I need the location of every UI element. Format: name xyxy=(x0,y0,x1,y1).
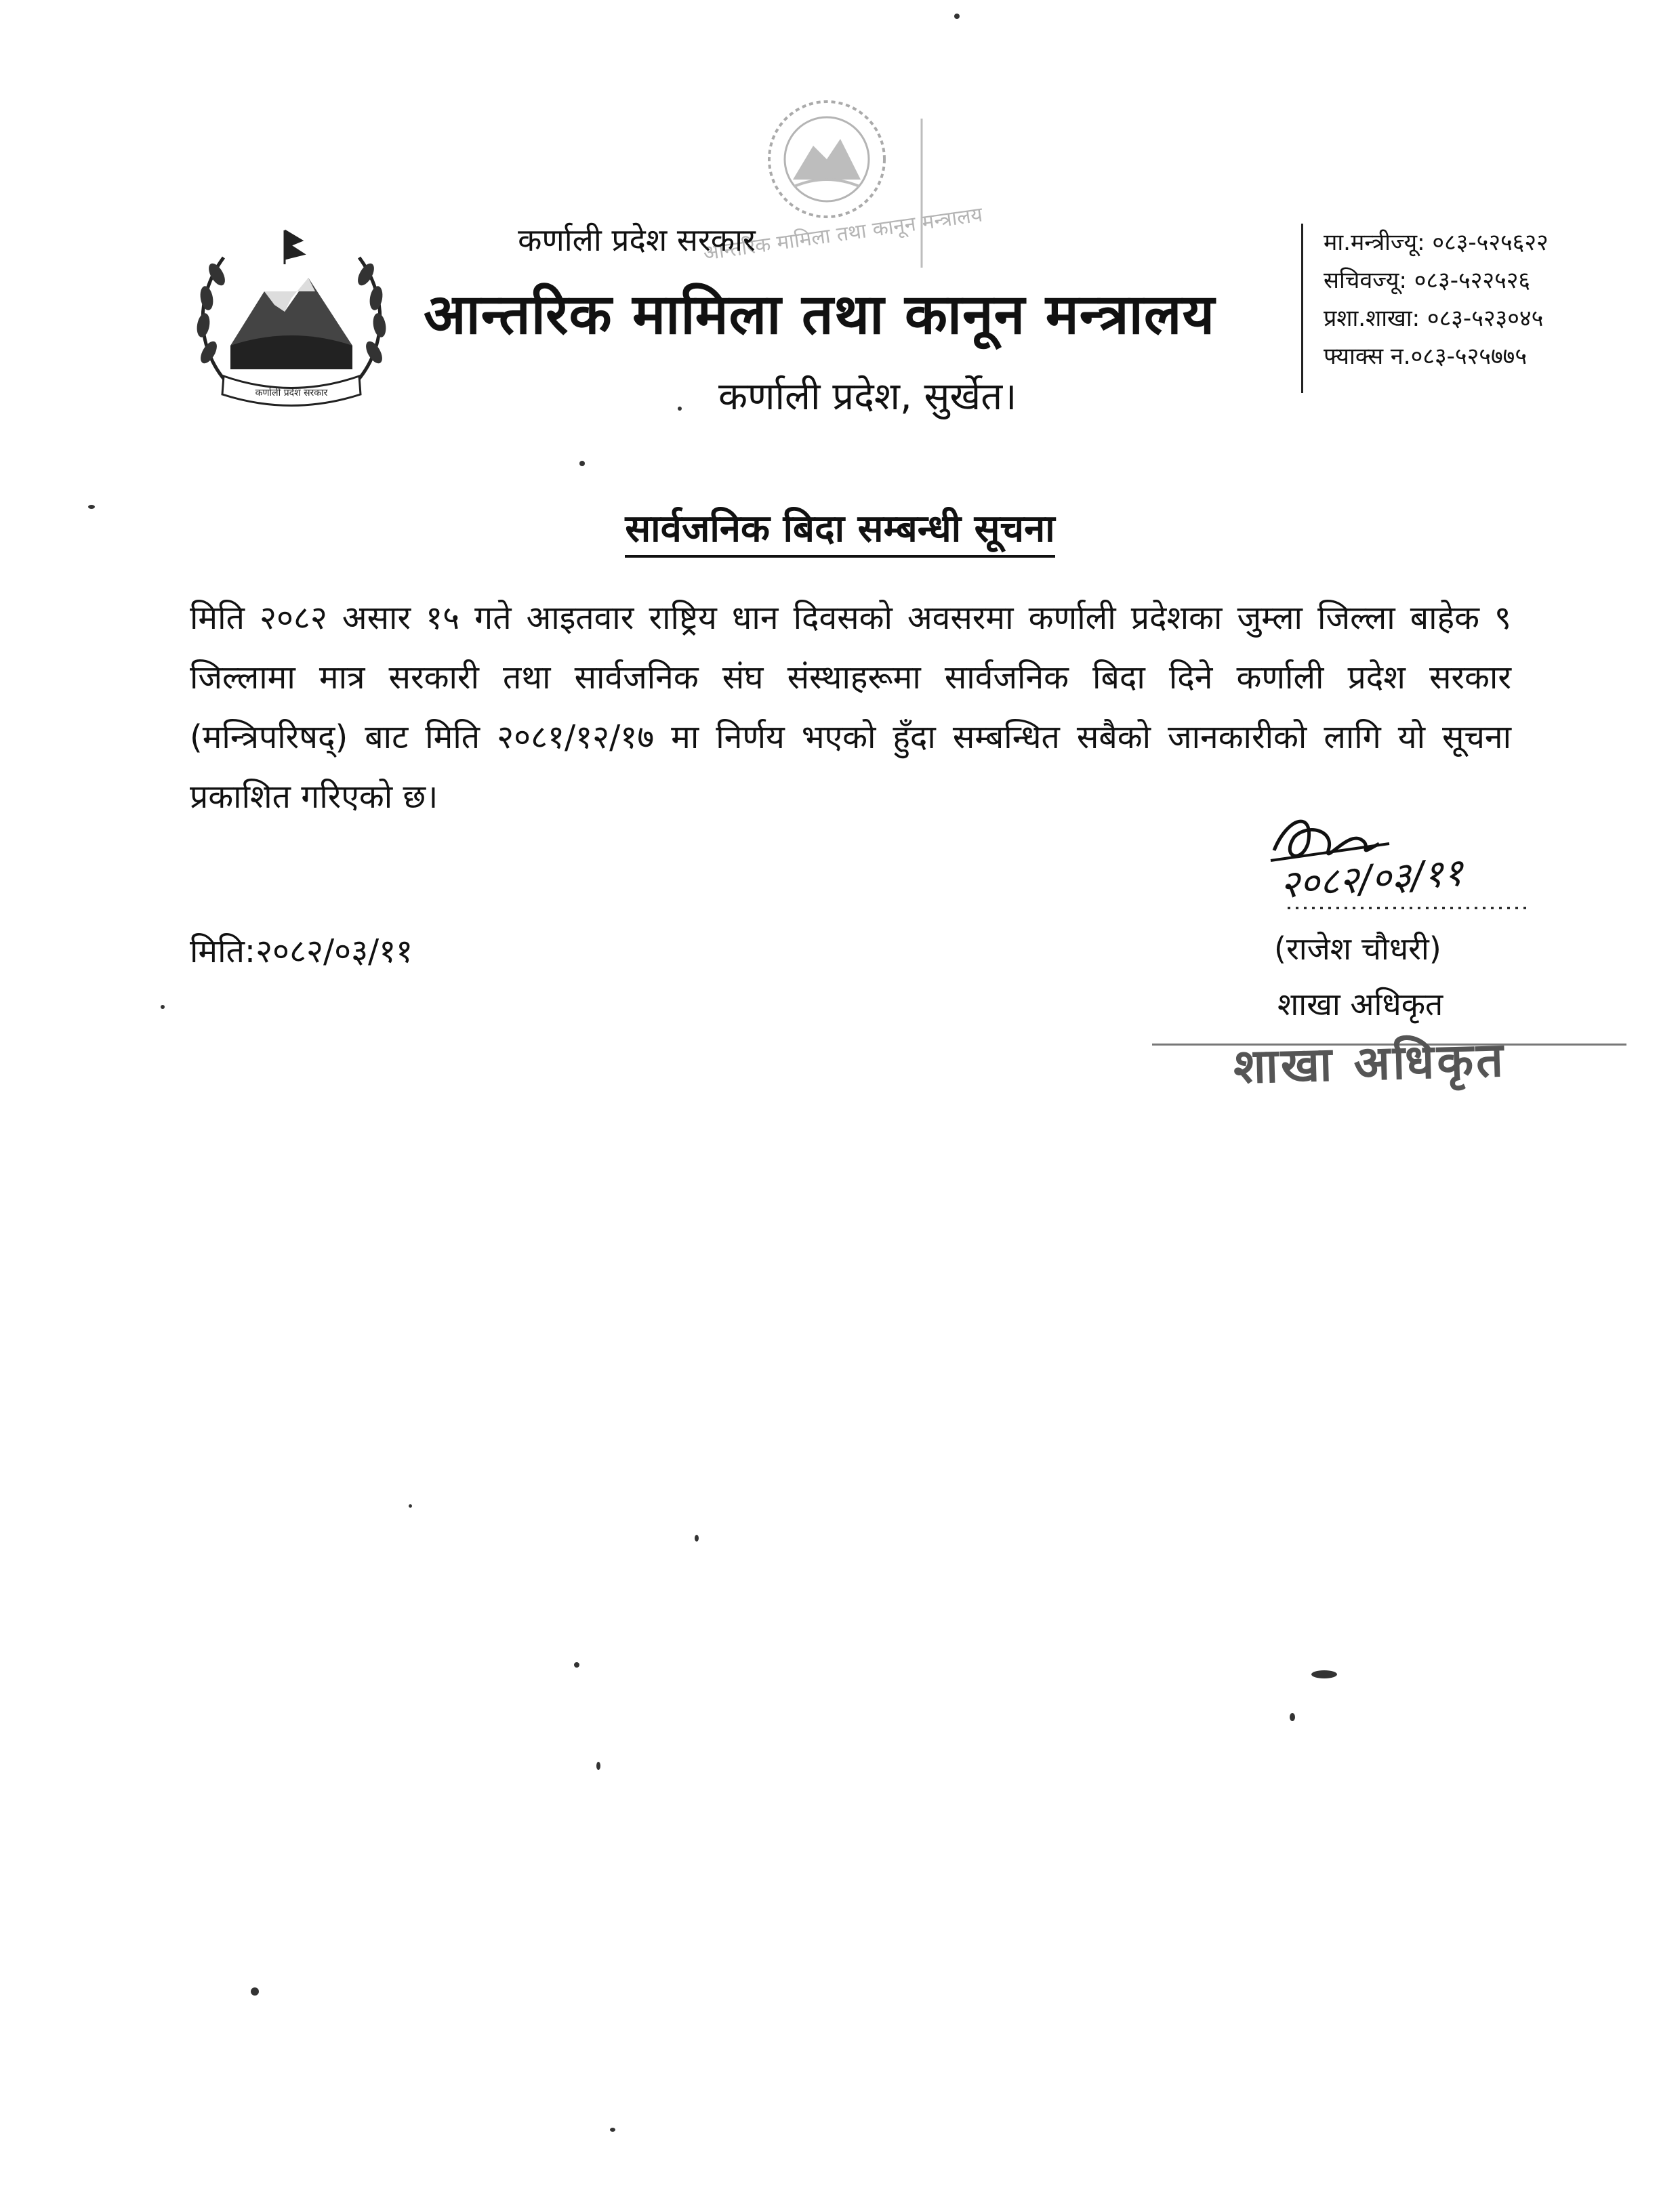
scan-speck xyxy=(579,461,585,466)
scan-speck xyxy=(1290,1713,1295,1721)
contact-numbers xyxy=(1301,224,1599,393)
scan-speck xyxy=(409,1504,412,1508)
signatory-name: (राजेश चौधरी) xyxy=(1274,930,1441,967)
office-stamp-text: शाखा अधिकृत xyxy=(1233,1031,1507,1095)
scan-speck xyxy=(161,1005,165,1009)
handwritten-signature xyxy=(1261,803,1545,918)
signature-date: २०८२/०३/११ xyxy=(1278,850,1465,907)
scan-speck xyxy=(1311,1670,1337,1678)
ministry-seal-stamp xyxy=(701,91,984,295)
contact-admin-branch: प्रशा.शाखा: ०८३-५२३०४५ xyxy=(1324,305,1544,332)
ministry-name: आन्तरिक मामिला तथा कानून मन्त्रालय xyxy=(424,283,1216,347)
scan-speck xyxy=(251,1987,259,1996)
scan-speck xyxy=(678,407,682,411)
scan-speck xyxy=(88,505,95,509)
scan-speck xyxy=(954,14,960,19)
notice-date: मिति:२०८२/०३/११ xyxy=(190,932,413,970)
notice-body: मिति २०८२ असार १५ गते आइतवार राष्ट्रिय धान दिवसको अवसरमा कर्णाली प्रदेशका जुम्ला जिल्ला बाहेक ९ जिल्लामा मात्र सरकारी तथा सार्वजनिक संघ संस्थाहरूमा सार्वजनिक बिदा दिने कर्णाली प्रदेश सरकार (मन्त्रिपरिषद्) बाट मिति २०८१/१२/१७ मा निर्णय भएको हुँदा सम्बन्धित सबैको जानकारीको लागि यो सूचना प्रकाशित गरिएको छ। xyxy=(190,599,1511,816)
office-stamp xyxy=(1152,1023,1640,1105)
ministry-address: कर्णाली प्रदेश, सुर्खेत। xyxy=(718,375,1017,419)
notice-title: सार्वजनिक बिदा सम्बन्धी सूचना xyxy=(0,501,1680,553)
emblem-caption: कर्णाली प्रदेश सरकार xyxy=(255,388,328,398)
seal-caption: आन्तरिक मामिला तथा कानून मन्त्रालय xyxy=(701,203,984,266)
scan-speck xyxy=(574,1662,579,1668)
contact-fax: फ्याक्स न.०८३-५२५७७५ xyxy=(1324,343,1528,370)
signatory-title: शाखा अधिकृत xyxy=(1277,986,1443,1023)
scan-speck xyxy=(610,2128,615,2132)
contact-secretary: सचिवज्यू: ०८३-५२२५२६ xyxy=(1324,267,1531,294)
contact-minister: मा.मन्त्रीज्यू: ०८३-५२५६२२ xyxy=(1324,229,1549,256)
scan-speck xyxy=(695,1535,699,1542)
government-name: कर्णाली प्रदेश सरकार xyxy=(518,222,756,258)
scan-speck xyxy=(596,1762,600,1770)
